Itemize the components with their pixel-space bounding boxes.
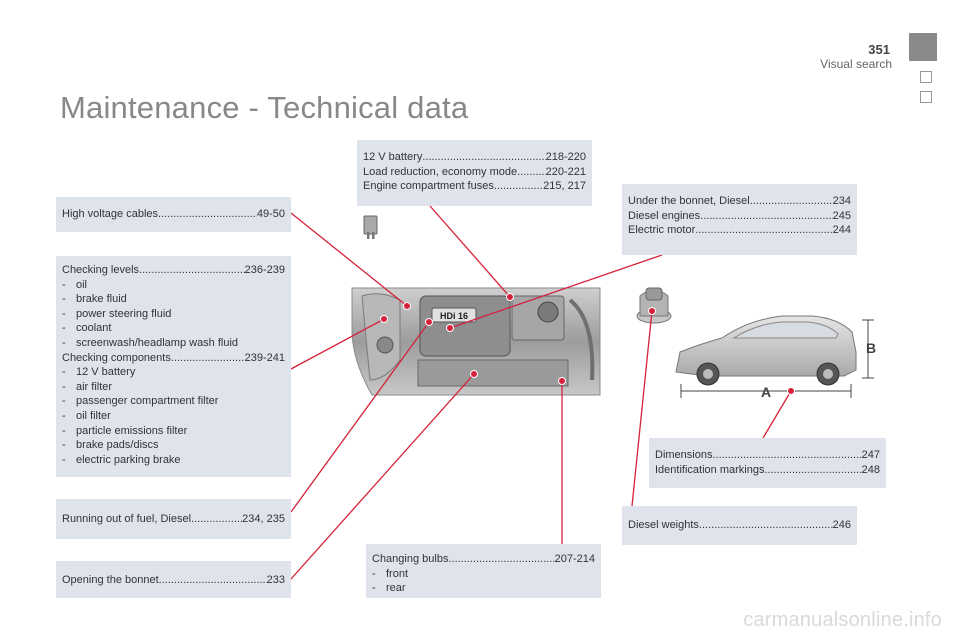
index-entry <box>655 463 880 478</box>
entry-label: Diesel engines <box>628 209 701 222</box>
index-entry <box>363 150 586 165</box>
weights-box <box>622 506 857 545</box>
list-item: - particle emissions filter <box>62 424 188 437</box>
bonnet-box <box>56 561 291 598</box>
dimensions-box <box>649 438 886 488</box>
entry-page: 218-220 <box>545 151 586 163</box>
index-entry <box>372 552 595 567</box>
list-item: - screenwash/headlamp wash fluid <box>62 336 239 349</box>
index-entry <box>628 518 851 533</box>
entry-label: Diesel weights <box>628 519 699 531</box>
entry-page: 244 <box>832 224 851 237</box>
index-entry <box>62 351 285 366</box>
index-entry <box>62 512 285 527</box>
entry-label: Identification markings <box>655 463 765 476</box>
under-bonnet-box <box>622 184 857 255</box>
entry-label: Dimensions <box>655 449 713 461</box>
entry-label: Engine compartment fuses <box>363 180 494 193</box>
page-title: Maintenance - Technical data <box>60 90 469 125</box>
entry-label: Checking levels <box>62 264 140 276</box>
index-entry <box>62 573 285 588</box>
entry-label: Checking components <box>62 351 171 364</box>
entry-page: 49-50 <box>256 208 285 220</box>
index-entry <box>363 179 586 194</box>
list-item: - power steering fluid <box>62 307 172 320</box>
entry-label: Changing bulbs <box>372 553 449 565</box>
entry-label: Load reduction, economy mode <box>363 165 518 178</box>
entry-page: 236-239 <box>244 264 285 276</box>
list-item: - front <box>372 567 409 580</box>
entry-page: 233 <box>266 574 285 586</box>
entry-page: 247 <box>861 449 880 461</box>
bulbs-box <box>366 544 601 598</box>
battery-box <box>357 140 592 206</box>
entry-label: Opening the bonnet <box>62 574 159 586</box>
index-entry <box>62 207 285 222</box>
entry-page: 239-241 <box>244 351 285 364</box>
dimension-b-label: B <box>866 340 877 356</box>
index-entry <box>628 194 851 209</box>
page-number: 351 <box>868 42 890 57</box>
index-entry <box>62 263 285 278</box>
list-item: - brake fluid <box>62 293 127 306</box>
list-item: - brake pads/discs <box>62 439 159 452</box>
engine-badge: HDi 16 <box>439 311 469 321</box>
list-item: - air filter <box>62 380 113 393</box>
entry-page: 215, 217 <box>543 180 586 193</box>
entry-page: 234, 235 <box>242 513 285 525</box>
entry-label: Electric motor <box>628 224 696 237</box>
index-entry <box>655 448 880 463</box>
watermark: carmanualsonline.info <box>743 609 942 631</box>
list-item: - passenger compartment filter <box>62 395 219 408</box>
car-illustration <box>676 316 876 400</box>
dimension-a-label: A <box>760 384 772 400</box>
high-voltage-box <box>56 197 291 232</box>
filler-cap-illustration <box>637 288 671 323</box>
fuse-illustration <box>364 216 377 239</box>
entry-page: 248 <box>861 463 880 476</box>
entry-page: 234 <box>832 195 851 207</box>
entry-page: 220-221 <box>545 165 586 178</box>
list-item: - coolant <box>62 322 112 335</box>
entry-label: High voltage cables <box>62 208 159 220</box>
list-item: - 12 V battery <box>62 366 136 379</box>
fuel-box <box>56 499 291 539</box>
entry-page: 207-214 <box>554 553 595 565</box>
entry-label: Running out of fuel, Diesel <box>62 513 192 525</box>
index-entry <box>628 223 851 238</box>
list-item: - oil <box>62 278 88 291</box>
entry-label: 12 V battery <box>363 151 423 163</box>
entry-page: 245 <box>832 209 851 222</box>
entry-label: Under the bonnet, Diesel <box>628 195 750 207</box>
checking-box <box>56 256 291 477</box>
list-item: - rear <box>372 582 406 595</box>
section-name: Visual search <box>820 57 892 71</box>
entry-page: 246 <box>832 519 851 531</box>
list-item: - electric parking brake <box>62 453 181 466</box>
index-entry <box>628 209 851 224</box>
index-entry <box>363 165 586 180</box>
list-item: - oil filter <box>62 409 111 422</box>
